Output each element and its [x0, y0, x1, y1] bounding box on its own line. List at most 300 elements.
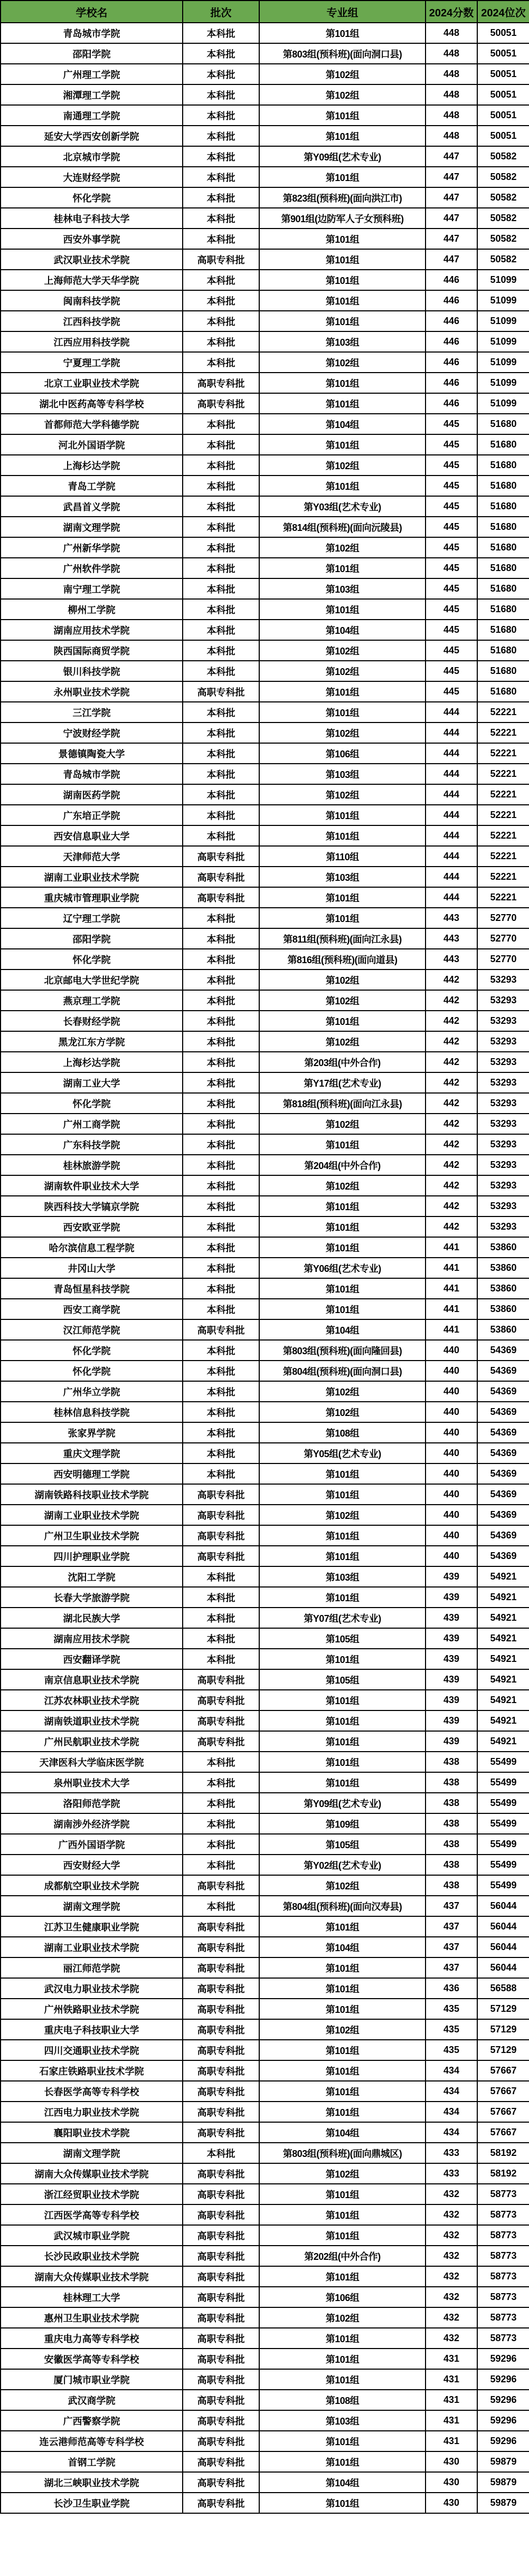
cell-rank: 53293	[477, 969, 529, 990]
table-row	[1, 1052, 529, 1072]
cell-score: 444	[426, 764, 477, 784]
cell-school-name: 湖北中医药高等专科学校	[1, 393, 183, 414]
cell-school-name: 北京邮电大学世纪学院	[1, 969, 183, 990]
cell-rank: 55499	[477, 1793, 529, 1813]
cell-school-name: 湖南工业大学	[1, 1072, 183, 1093]
cell-score: 438	[426, 1855, 477, 1875]
cell-score: 433	[426, 2163, 477, 2184]
cell-batch: 高职专科批	[183, 1978, 259, 1999]
table-row	[1, 1710, 529, 1731]
cell-score: 447	[426, 249, 477, 270]
table-row	[1, 1587, 529, 1608]
cell-group: 第102组	[259, 640, 426, 661]
cell-score: 445	[426, 434, 477, 455]
cell-group: 第101组	[259, 825, 426, 846]
cell-rank: 58773	[477, 2287, 529, 2307]
cell-score: 445	[426, 661, 477, 681]
cell-group: 第101组	[259, 270, 426, 290]
table-row	[1, 2431, 529, 2451]
cell-batch: 高职专科批	[183, 2040, 259, 2060]
table-row	[1, 743, 529, 764]
cell-score: 438	[426, 1813, 477, 1834]
cell-school-name: 北京城市学院	[1, 146, 183, 167]
cell-batch: 高职专科批	[183, 2390, 259, 2410]
cell-rank: 51099	[477, 270, 529, 290]
cell-batch: 本科批	[183, 1155, 259, 1175]
cell-score: 443	[426, 928, 477, 949]
cell-group: 第103组	[259, 764, 426, 784]
cell-rank: 56044	[477, 1896, 529, 1916]
cell-batch: 高职专科批	[183, 249, 259, 270]
cell-score: 439	[426, 1731, 477, 1752]
cell-school-name: 怀化学院	[1, 1340, 183, 1361]
cell-school-name: 沈阳工学院	[1, 1566, 183, 1587]
cell-rank: 51099	[477, 373, 529, 393]
cell-rank: 50582	[477, 249, 529, 270]
table-row	[1, 1813, 529, 1834]
cell-rank: 53293	[477, 1196, 529, 1216]
cell-school-name: 武汉城市职业学院	[1, 2225, 183, 2246]
cell-rank: 56044	[477, 1937, 529, 1957]
cell-score: 437	[426, 1896, 477, 1916]
cell-score: 441	[426, 1258, 477, 1278]
cell-group: 第101组	[259, 1134, 426, 1155]
cell-rank: 53293	[477, 1093, 529, 1114]
cell-rank: 54369	[477, 1340, 529, 1361]
cell-rank: 52221	[477, 825, 529, 846]
cell-school-name: 安徽医学高等专科学校	[1, 2349, 183, 2369]
cell-batch: 高职专科批	[183, 2266, 259, 2287]
table-row	[1, 2081, 529, 2102]
cell-score: 431	[426, 2349, 477, 2369]
cell-group: 第103组	[259, 331, 426, 352]
cell-batch: 高职专科批	[183, 2451, 259, 2472]
cell-rank: 52221	[477, 784, 529, 805]
table-row	[1, 2390, 529, 2410]
cell-school-name: 西安财经大学	[1, 1855, 183, 1875]
cell-rank: 54369	[477, 1505, 529, 1525]
table-row	[1, 1916, 529, 1937]
table-row	[1, 928, 529, 949]
cell-batch: 本科批	[183, 1175, 259, 1196]
cell-school-name: 重庆文理学院	[1, 1443, 183, 1463]
cell-rank: 50051	[477, 64, 529, 84]
table-row	[1, 1752, 529, 1772]
cell-group: 第102组	[259, 969, 426, 990]
cell-batch: 本科批	[183, 1793, 259, 1813]
cell-group: 第103组	[259, 2410, 426, 2431]
cell-batch: 高职专科批	[183, 1731, 259, 1752]
cell-rank: 58773	[477, 2184, 529, 2204]
cell-score: 442	[426, 1175, 477, 1196]
table-row	[1, 167, 529, 187]
table-row	[1, 476, 529, 496]
cell-school-name: 辽宁理工学院	[1, 908, 183, 928]
cell-group: 第101组	[259, 23, 426, 43]
cell-score: 430	[426, 2493, 477, 2513]
cell-score: 440	[426, 1484, 477, 1505]
cell-group: 第101组	[259, 1710, 426, 1731]
table-row	[1, 1093, 529, 1114]
cell-score: 443	[426, 908, 477, 928]
cell-group: 第109组	[259, 1813, 426, 1834]
cell-school-name: 湖南铁路科技职业技术学院	[1, 1484, 183, 1505]
cell-group: 第102组	[259, 455, 426, 476]
cell-score: 442	[426, 1093, 477, 1114]
cell-group: 第102组	[259, 723, 426, 743]
cell-rank: 52221	[477, 764, 529, 784]
cell-batch: 高职专科批	[183, 1669, 259, 1690]
cell-score: 447	[426, 208, 477, 229]
cell-batch: 本科批	[183, 331, 259, 352]
cell-rank: 51680	[477, 455, 529, 476]
cell-rank: 58773	[477, 2204, 529, 2225]
cell-group: 第101组	[259, 1916, 426, 1937]
cell-score: 431	[426, 2369, 477, 2390]
cell-batch: 本科批	[183, 455, 259, 476]
table-row	[1, 496, 529, 517]
cell-batch: 本科批	[183, 1772, 259, 1793]
table-row	[1, 2060, 529, 2081]
cell-group: 第101组	[259, 105, 426, 126]
cell-school-name: 重庆电力高等专科学校	[1, 2328, 183, 2349]
cell-score: 438	[426, 1772, 477, 1793]
table-row	[1, 1319, 529, 1340]
cell-rank: 51680	[477, 620, 529, 640]
cell-school-name: 张家界学院	[1, 1422, 183, 1443]
cell-school-name: 西安明德理工学院	[1, 1463, 183, 1484]
table-row	[1, 455, 529, 476]
table-row	[1, 640, 529, 661]
cell-rank: 52221	[477, 805, 529, 825]
cell-batch: 本科批	[183, 661, 259, 681]
cell-score: 437	[426, 1957, 477, 1978]
cell-group: 第Y05组(艺术专业)	[259, 1443, 426, 1463]
cell-batch: 本科批	[183, 1216, 259, 1237]
cell-group: 第101组	[259, 1731, 426, 1752]
cell-batch: 高职专科批	[183, 1319, 259, 1340]
cell-rank: 54921	[477, 1669, 529, 1690]
cell-school-name: 长沙卫生职业学院	[1, 2493, 183, 2513]
cell-rank: 56044	[477, 1957, 529, 1978]
cell-school-name: 湖南应用技术学院	[1, 620, 183, 640]
cell-batch: 本科批	[183, 1134, 259, 1155]
cell-school-name: 青岛城市学院	[1, 23, 183, 43]
cell-score: 444	[426, 702, 477, 723]
cell-school-name: 武汉电力职业技术学院	[1, 1978, 183, 1999]
cell-school-name: 南通理工学院	[1, 105, 183, 126]
table-row	[1, 2451, 529, 2472]
cell-batch: 本科批	[183, 743, 259, 764]
table-row	[1, 1175, 529, 1196]
cell-group: 第102组	[259, 352, 426, 373]
cell-rank: 53860	[477, 1299, 529, 1319]
table-row	[1, 2410, 529, 2431]
cell-score: 439	[426, 1608, 477, 1628]
cell-school-name: 江西科技学院	[1, 311, 183, 331]
cell-batch: 高职专科批	[183, 1916, 259, 1937]
cell-school-name: 广州卫生职业技术学院	[1, 1525, 183, 1546]
table-row	[1, 1999, 529, 2019]
cell-group: 第101组	[259, 558, 426, 578]
table-row	[1, 723, 529, 743]
cell-score: 439	[426, 1649, 477, 1669]
cell-rank: 50051	[477, 105, 529, 126]
cell-rank: 57667	[477, 2122, 529, 2143]
cell-score: 439	[426, 1587, 477, 1608]
cell-group: 第105组	[259, 1628, 426, 1649]
cell-school-name: 浙江经贸职业技术学院	[1, 2184, 183, 2204]
table-row	[1, 825, 529, 846]
cell-group: 第105组	[259, 1669, 426, 1690]
cell-batch: 本科批	[183, 764, 259, 784]
cell-group: 第814组(预科班)(面向沅陵县)	[259, 517, 426, 537]
cell-school-name: 襄阳职业技术学院	[1, 2122, 183, 2143]
cell-rank: 54369	[477, 1422, 529, 1443]
cell-group: 第102组	[259, 2019, 426, 2040]
cell-school-name: 桂林信息科技学院	[1, 1402, 183, 1422]
cell-school-name: 长春医学高等专科学校	[1, 2081, 183, 2102]
table-row	[1, 578, 529, 599]
cell-batch: 本科批	[183, 290, 259, 311]
cell-group: 第101组	[259, 1752, 426, 1772]
cell-school-name: 广东培正学院	[1, 805, 183, 825]
cell-school-name: 上海杉达学院	[1, 455, 183, 476]
cell-batch: 高职专科批	[183, 867, 259, 887]
col-header-2024-rank: 2024位次	[477, 1, 529, 23]
cell-school-name: 西安信息职业大学	[1, 825, 183, 846]
cell-rank: 50051	[477, 23, 529, 43]
cell-group: 第Y02组(艺术专业)	[259, 1855, 426, 1875]
table-row	[1, 1484, 529, 1505]
cell-batch: 本科批	[183, 1340, 259, 1361]
cell-batch: 本科批	[183, 825, 259, 846]
cell-rank: 53293	[477, 1134, 529, 1155]
cell-score: 447	[426, 146, 477, 167]
cell-school-name: 江苏农林职业技术学院	[1, 1690, 183, 1710]
cell-group: 第101组	[259, 1525, 426, 1546]
cell-score: 432	[426, 2287, 477, 2307]
cell-batch: 本科批	[183, 1052, 259, 1072]
cell-rank: 51680	[477, 414, 529, 434]
cell-score: 445	[426, 558, 477, 578]
cell-batch: 本科批	[183, 1628, 259, 1649]
cell-group: 第101组	[259, 2266, 426, 2287]
cell-batch: 高职专科批	[183, 1710, 259, 1731]
cell-batch: 本科批	[183, 146, 259, 167]
table-row	[1, 208, 529, 229]
cell-score: 432	[426, 2246, 477, 2266]
cell-rank: 55499	[477, 1855, 529, 1875]
cell-score: 448	[426, 126, 477, 146]
cell-score: 438	[426, 1752, 477, 1772]
cell-school-name: 井冈山大学	[1, 1258, 183, 1278]
table-row	[1, 1896, 529, 1916]
cell-batch: 本科批	[183, 1896, 259, 1916]
cell-batch: 本科批	[183, 2143, 259, 2163]
cell-school-name: 上海杉达学院	[1, 1052, 183, 1072]
cell-batch: 本科批	[183, 1752, 259, 1772]
cell-batch: 本科批	[183, 1072, 259, 1093]
cell-school-name: 四川交通职业技术学院	[1, 2040, 183, 2060]
cell-school-name: 湖南铁道职业技术学院	[1, 1710, 183, 1731]
cell-rank: 52770	[477, 928, 529, 949]
cell-rank: 57667	[477, 2081, 529, 2102]
cell-group: 第102组	[259, 784, 426, 805]
cell-school-name: 陕西国际商贸学院	[1, 640, 183, 661]
cell-rank: 53293	[477, 1031, 529, 1052]
cell-batch: 高职专科批	[183, 1957, 259, 1978]
cell-group: 第101组	[259, 311, 426, 331]
cell-batch: 高职专科批	[183, 2328, 259, 2349]
cell-batch: 本科批	[183, 640, 259, 661]
table-row	[1, 1134, 529, 1155]
cell-score: 445	[426, 414, 477, 434]
col-header-batch: 批次	[183, 1, 259, 23]
cell-rank: 51680	[477, 496, 529, 517]
cell-batch: 高职专科批	[183, 373, 259, 393]
table-row	[1, 1278, 529, 1299]
cell-score: 431	[426, 2390, 477, 2410]
cell-batch: 本科批	[183, 43, 259, 64]
cell-batch: 本科批	[183, 311, 259, 331]
cell-batch: 本科批	[183, 105, 259, 126]
cell-score: 448	[426, 84, 477, 105]
cell-batch: 本科批	[183, 1566, 259, 1587]
cell-batch: 本科批	[183, 1031, 259, 1052]
cell-rank: 58773	[477, 2328, 529, 2349]
cell-group: 第102组	[259, 1031, 426, 1052]
cell-batch: 高职专科批	[183, 1999, 259, 2019]
cell-score: 442	[426, 1011, 477, 1031]
cell-batch: 本科批	[183, 928, 259, 949]
table-row	[1, 393, 529, 414]
table-row	[1, 1649, 529, 1669]
table-row	[1, 1628, 529, 1649]
cell-group: 第102组	[259, 64, 426, 84]
cell-score: 447	[426, 187, 477, 208]
cell-rank: 51680	[477, 537, 529, 558]
cell-rank: 50051	[477, 84, 529, 105]
cell-score: 444	[426, 805, 477, 825]
cell-score: 432	[426, 2307, 477, 2328]
cell-batch: 本科批	[183, 620, 259, 640]
cell-school-name: 黑龙江东方学院	[1, 1031, 183, 1052]
cell-school-name: 江西应用科技学院	[1, 331, 183, 352]
cell-group: 第101组	[259, 1237, 426, 1258]
cell-rank: 59296	[477, 2431, 529, 2451]
cell-score: 442	[426, 1114, 477, 1134]
cell-batch: 本科批	[183, 784, 259, 805]
cell-school-name: 哈尔滨信息工程学院	[1, 1237, 183, 1258]
cell-batch: 本科批	[183, 805, 259, 825]
cell-school-name: 湖南涉外经济学院	[1, 1813, 183, 1834]
cell-rank: 55499	[477, 1772, 529, 1793]
table-row	[1, 414, 529, 434]
cell-group: 第Y09组(艺术专业)	[259, 1793, 426, 1813]
cell-school-name: 桂林旅游学院	[1, 1155, 183, 1175]
table-row	[1, 887, 529, 908]
table-row	[1, 969, 529, 990]
cell-school-name: 湖南大众传媒职业技术学院	[1, 2266, 183, 2287]
cell-rank: 53860	[477, 1319, 529, 1340]
cell-score: 439	[426, 1690, 477, 1710]
cell-group: 第104组	[259, 2122, 426, 2143]
cell-batch: 高职专科批	[183, 2246, 259, 2266]
cell-group: 第101组	[259, 2060, 426, 2081]
table-row	[1, 517, 529, 537]
cell-school-name: 重庆城市管理职业学院	[1, 887, 183, 908]
cell-school-name: 广州铁路职业技术学院	[1, 1999, 183, 2019]
cell-group: 第101组	[259, 229, 426, 249]
cell-group: 第101组	[259, 1011, 426, 1031]
cell-score: 440	[426, 1443, 477, 1463]
table-row	[1, 1793, 529, 1813]
cell-school-name: 湖南医药学院	[1, 784, 183, 805]
cell-group: 第110组	[259, 846, 426, 867]
cell-group: 第101组	[259, 434, 426, 455]
table-row	[1, 1608, 529, 1628]
cell-score: 444	[426, 784, 477, 805]
cell-school-name: 延安大学西安创新学院	[1, 126, 183, 146]
cell-batch: 高职专科批	[183, 2122, 259, 2143]
cell-batch: 高职专科批	[183, 1546, 259, 1566]
table-row	[1, 1875, 529, 1896]
cell-rank: 57129	[477, 2019, 529, 2040]
cell-score: 432	[426, 2184, 477, 2204]
table-row	[1, 537, 529, 558]
cell-rank: 57129	[477, 1999, 529, 2019]
cell-score: 431	[426, 2410, 477, 2431]
cell-group: 第102组	[259, 990, 426, 1011]
cell-score: 444	[426, 887, 477, 908]
cell-group: 第108组	[259, 2390, 426, 2410]
cell-school-name: 广州软件学院	[1, 558, 183, 578]
cell-score: 444	[426, 867, 477, 887]
cell-score: 448	[426, 23, 477, 43]
cell-school-name: 广州理工学院	[1, 64, 183, 84]
cell-score: 442	[426, 1216, 477, 1237]
cell-batch: 高职专科批	[183, 1875, 259, 1896]
cell-batch: 本科批	[183, 1114, 259, 1134]
cell-score: 432	[426, 2204, 477, 2225]
cell-group: 第104组	[259, 1319, 426, 1340]
cell-group: 第101组	[259, 2431, 426, 2451]
cell-group: 第101组	[259, 2102, 426, 2122]
cell-score: 442	[426, 1196, 477, 1216]
cell-score: 433	[426, 2143, 477, 2163]
table-row	[1, 908, 529, 928]
header-row	[1, 1, 529, 23]
cell-score: 445	[426, 640, 477, 661]
cell-group: 第102组	[259, 2307, 426, 2328]
cell-rank: 56044	[477, 1916, 529, 1937]
table-row	[1, 1011, 529, 1031]
cell-batch: 高职专科批	[183, 2410, 259, 2431]
cell-school-name: 广州民航职业技术学院	[1, 1731, 183, 1752]
cell-score: 435	[426, 1999, 477, 2019]
cell-rank: 54921	[477, 1566, 529, 1587]
cell-school-name: 武汉商学院	[1, 2390, 183, 2410]
cell-score: 434	[426, 2102, 477, 2122]
cell-group: 第103组	[259, 578, 426, 599]
cell-school-name: 湖南软件职业技术大学	[1, 1175, 183, 1196]
cell-score: 432	[426, 2328, 477, 2349]
cell-score: 439	[426, 1669, 477, 1690]
cell-batch: 本科批	[183, 1093, 259, 1114]
table-row	[1, 1463, 529, 1484]
cell-group: 第Y06组(艺术专业)	[259, 1258, 426, 1278]
